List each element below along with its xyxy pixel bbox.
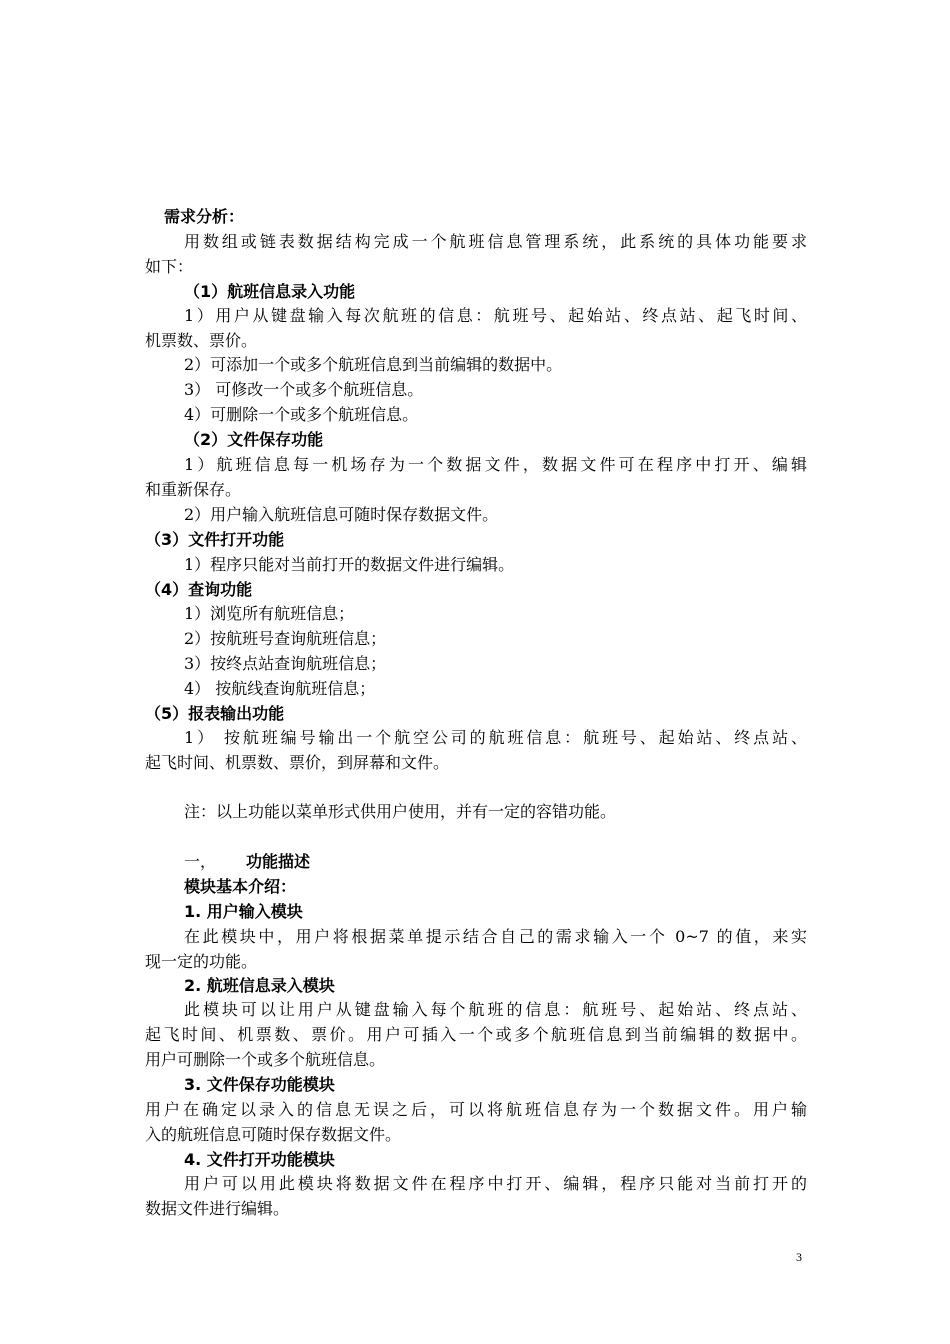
- module-heading: 3. 文件保存功能模块: [184, 1075, 335, 1094]
- module-heading: 2. 航班信息录入模块: [184, 976, 335, 995]
- subheading: 模块基本介绍：: [184, 877, 297, 896]
- paragraph-line: 3） 可修改一个或多个航班信息。: [184, 380, 424, 399]
- paragraph-line: 起飞时间、机票数、票价。用户可插入一个或多个航班信息到当前编辑的数据中。: [145, 1025, 807, 1044]
- paragraph-line: 2）用户输入航班信息可随时保存数据文件。: [184, 505, 499, 524]
- subheading: （1）航班信息录入功能: [184, 282, 356, 301]
- paragraph-line: 用数组或链表数据结构完成一个航班信息管理系统，此系统的具体功能要求: [184, 232, 807, 251]
- section-number: 一，: [184, 852, 217, 871]
- paragraph-line: 3）按终点站查询航班信息；: [184, 654, 387, 673]
- module-heading: 1. 用户输入模块: [184, 902, 303, 921]
- paragraph-line: 用户可以用此模块将数据文件在程序中打开、编辑，程序只能对当前打开的: [184, 1174, 807, 1193]
- paragraph-line: 1） 按航班编号输出一个航空公司的航班信息：航班号、起始站、终点站、: [184, 728, 807, 747]
- page-number: 3: [796, 1250, 802, 1264]
- paragraph-line: 1）用户从键盘输入每次航班的信息：航班号、起始站、终点站、起飞时间、: [184, 306, 807, 325]
- paragraph-line: 现一定的功能。: [145, 952, 258, 971]
- paragraph-line: 4） 按航线查询航班信息；: [184, 679, 376, 698]
- paragraph-line: 4）可删除一个或多个航班信息。: [184, 405, 419, 424]
- paragraph-line: 此模块可以让用户从键盘输入每个航班的信息：航班号、起始站、终点站、: [184, 1000, 807, 1019]
- paragraph-line: 入的航班信息可随时保存数据文件。: [145, 1125, 402, 1144]
- paragraph-line: 和重新保存。: [145, 480, 242, 499]
- paragraph-line: 数据文件进行编辑。: [145, 1199, 290, 1218]
- paragraph-line: 在此模块中，用户将根据菜单提示结合自己的需求输入一个 0~7 的值，来实: [184, 927, 807, 946]
- subheading: （4）查询功能: [145, 580, 253, 599]
- paragraph-line: 如下：: [145, 257, 194, 276]
- subheading: （5）报表输出功能: [145, 704, 285, 723]
- subheading: （2）文件保存功能: [184, 430, 324, 449]
- paragraph-line: 2）按航班号查询航班信息；: [184, 629, 387, 648]
- paragraph-line: 1）浏览所有航班信息；: [184, 604, 355, 623]
- note-line: 注：以上功能以菜单形式供用户使用，并有一定的容错功能。: [184, 802, 617, 821]
- paragraph-line: 1）航班信息每一机场存为一个数据文件，数据文件可在程序中打开、编辑: [184, 455, 807, 474]
- paragraph-line: 用户在确定以录入的信息无误之后，可以将航班信息存为一个数据文件。用户输: [145, 1100, 807, 1119]
- paragraph-line: 用户可删除一个或多个航班信息。: [145, 1050, 386, 1069]
- module-heading: 4. 文件打开功能模块: [184, 1150, 335, 1169]
- paragraph-line: 2）可添加一个或多个航班信息到当前编辑的数据中。: [184, 355, 563, 374]
- paragraph-line: 机票数、票价。: [145, 331, 258, 350]
- section-heading-requirements: 需求分析：: [164, 207, 245, 226]
- subheading: （3）文件打开功能: [145, 530, 285, 549]
- paragraph-line: 起飞时间、机票数、票价，到屏幕和文件。: [145, 753, 450, 772]
- paragraph-line: 1）程序只能对当前打开的数据文件进行编辑。: [184, 555, 515, 574]
- section-heading-function: 功能描述: [246, 852, 311, 871]
